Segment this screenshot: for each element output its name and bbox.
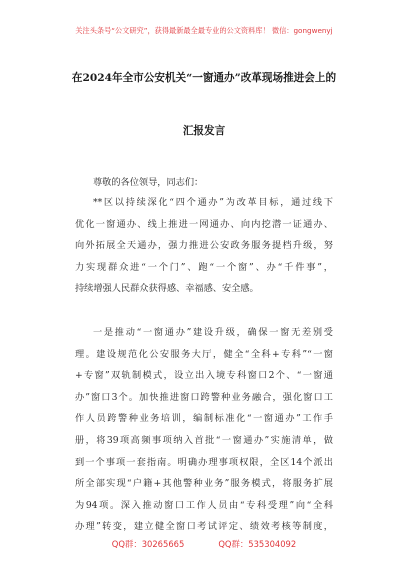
paragraph-line: 所全部实现“户籍+其他警种业务”服务模式，将服务扩展	[75, 478, 333, 490]
paragraph-line: 向外拓展全天通办，强力推进公安政务服务提档升级，努	[75, 240, 333, 252]
document-title-line-1: 在2024年全市公安机关“一窗通办”改革现场推进会上的	[71, 72, 337, 84]
paragraph-line: 作人员跨警种业务培训，编制标准化“一窗通办”工作手	[75, 413, 333, 425]
paragraph-line: 力实现群众进“一个门”、跑“一个窗”、办“千件事”，	[75, 261, 333, 273]
footer-qq-group-1: QQ群：30265665	[111, 539, 185, 549]
paragraph-line: 一是推动“一窗通办”建设升级，确保一窗无差别受	[93, 327, 333, 338]
paragraph-line: 办理”转变，建立健全窗口考试评定、绩效考核等制度，	[75, 521, 333, 533]
header-banner: 关注头条号“公文研究”，获得最新最全最专业的公文资料库！ 微信：gongwenyj	[75, 26, 333, 35]
paragraph-line: **区以持续深化“四个通办”为改革目标，通过线下	[93, 197, 333, 208]
paragraph-line: 到一个事项一套指南。明确办理事项权限，全区14个派出	[75, 456, 333, 468]
paragraph-line: +专窗”双轨制模式，设立出入境专科窗口2个、“一窗通	[75, 370, 333, 382]
footer-qq-group-2: QQ群：535304092	[218, 539, 297, 549]
salutation-text: 尊敬的各位领导，同志们：	[93, 177, 204, 188]
paragraph-line: 持续增强人民群众获得感、幸福感、安全感。	[75, 283, 259, 295]
paragraph-line: 册，将39项高频事项纳入首批“一窗通办”实施清单，做	[75, 434, 333, 446]
paragraph-line: 优化一窗通办、线上推进一网通办、向内挖潜一证通办、	[75, 218, 333, 230]
paragraph-line: 为94项。深入推动窗口工作人员由“专科受理”向“全科	[75, 499, 333, 511]
paragraph-1	[75, 192, 333, 300]
document-title-line-2: 汇报发言	[182, 125, 226, 137]
paragraph-line: 理。建设规范化公安服务大厅，健全“全科+专科”“一窗	[75, 348, 333, 360]
paragraph-line: 办”窗口3个。加快推进窗口跨警种业务融合，强化窗口工	[75, 391, 333, 403]
footer-qq-groups	[0, 538, 408, 550]
salutation	[75, 172, 333, 194]
paragraph-2	[75, 322, 333, 538]
